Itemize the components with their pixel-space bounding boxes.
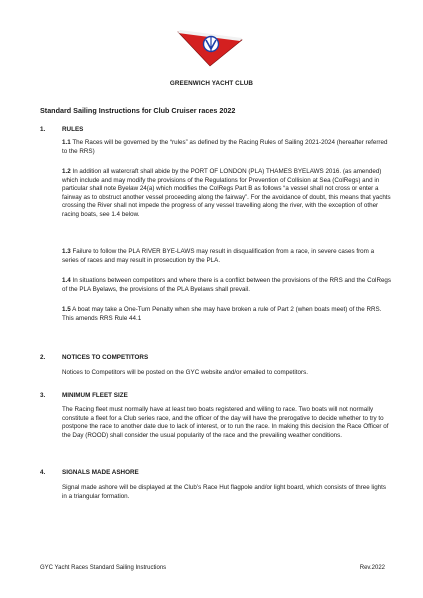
paragraph-number: 1.3 (62, 248, 71, 255)
section-heading-fleet-size (40, 392, 128, 399)
footer-revision: Rev.2022 (359, 565, 385, 571)
section-number: 2. (40, 354, 46, 361)
paragraph-text: Notices to Competitors will be posted on the GYC website and/or emailed to competitors. (62, 369, 308, 376)
paragraph-text: A boat may take a One-Turn Penalty when she may have broken a rule of Part 2 (when boats meet) of the RRS. This amends RRS Rule 44.1 (62, 306, 382, 322)
paragraph-text: In situations between competitors and where there is a conflict between the provisions of the RRS and the ColRegs of the PLA Byelaws, the provisions of the PLA Byelaws shall prevail. (62, 277, 392, 293)
club-burgee-logo (176, 28, 244, 68)
section-number: 1. (40, 126, 46, 133)
section-number: 4. (40, 469, 46, 476)
paragraph-text: Failure to follow the PLA RIVER BYE-LAWS may result in disqualification from a race, in severe cases from a series of races and may result in prosecution by the PLA. (62, 248, 375, 264)
section-title: SIGNALS MADE ASHORE (62, 469, 139, 476)
paragraph-text: Signal made ashore will be displayed at the Club’s Race Hut flagpole and/or light board, which consists of three lights in a triangular formation. (62, 484, 387, 500)
section-number: 3. (40, 392, 46, 399)
paragraph-1-1 (62, 139, 392, 156)
section-heading-signals (40, 469, 139, 476)
paragraph-text: In addition all watercraft shall abide by the PORT OF LONDON (PLA) THAMES BYELAWS 2016. (as amended) which include and may modify the provisions of the Regulations for Prevention of Collision at Sea (ColRegs) and in particular shall note Byelaw 24(a) which modifies the ColRegs Part B as follows “a vessel shall not cross or enter a fairway as to obstruct another vessel proceeding along the fairway”. For the avoidance of doubt, this means that yachts crossing the River shall not impede the progress of any vessel travelling along the river, with the exception of other racing boats, see 1.4 below. (62, 168, 391, 218)
paragraph-2 (62, 369, 392, 378)
paragraph-text: The Races will be governed by the “rules” as defined by the Racing Rules of Sailing 2021-2024 (hereafter referred to the RRS) (62, 139, 388, 155)
document-title: Standard Sailing Instructions for Club Cruiser races 2022 (40, 106, 236, 115)
paragraph-number: 1.2 (62, 168, 71, 175)
paragraph-1-5 (62, 306, 392, 323)
paragraph-4 (62, 484, 392, 501)
section-heading-rules (40, 126, 83, 133)
section-heading-notices (40, 354, 148, 361)
footer-document-name: GYC Yacht Races Standard Sailing Instructions (40, 565, 167, 571)
section-title: NOTICES TO COMPETITORS (62, 354, 149, 361)
paragraph-text: The Racing fleet must normally have at least two boats registered and willing to race. Two boats will not normally constitute a fleet for a Club series race, and the officer of the day will have the prerogative to decide whether to try to postpone the race to another date due to lack of interest, or to run the race. In making this decision the Race Officer of the Day (ROOD) shall consider the usual popularity of the race and the prevailing weather conditions. (62, 406, 389, 439)
paragraph-number: 1.1 (62, 139, 71, 146)
section-title: RULES (62, 126, 84, 133)
paragraph-number: 1.4 (62, 277, 71, 284)
paragraph-number: 1.5 (62, 306, 71, 313)
paragraph-1-3 (62, 248, 392, 265)
section-title: MINIMUM FLEET SIZE (62, 392, 128, 399)
paragraph-1-4 (62, 277, 392, 294)
paragraph-1-2 (62, 168, 392, 220)
club-name: GREENWICH YACHT CLUB (169, 80, 254, 87)
paragraph-3 (62, 406, 392, 440)
